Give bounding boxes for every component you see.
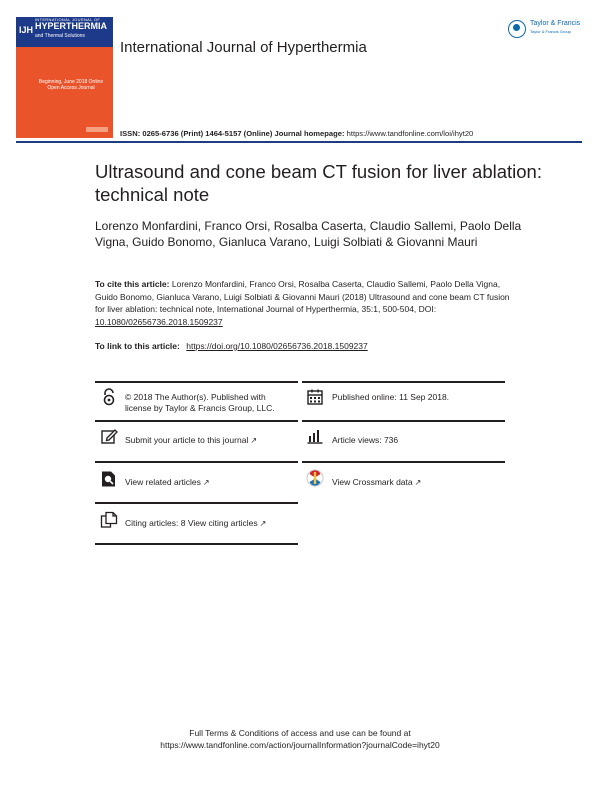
- header-divider: [16, 141, 582, 143]
- publisher-sub: Taylor & Francis Group: [530, 29, 571, 34]
- link-label: To link to this article:: [95, 341, 180, 351]
- citing-articles-link[interactable]: [125, 518, 266, 529]
- homepage-link[interactable]: https://www.tandfonline.com/loi/ihyt20: [346, 129, 474, 138]
- crossmark-link[interactable]: [332, 477, 421, 488]
- cover-title-main: HYPERTHERMIA: [35, 21, 108, 31]
- related-articles-link[interactable]: [125, 477, 210, 488]
- footer-terms-link[interactable]: https://www.tandfonline.com/action/journalInformation?journalCode=ihyt20: [160, 740, 440, 750]
- license-line-1: © 2018 The Author(s). Published with: [125, 392, 266, 402]
- info-rule-left-top: [95, 381, 298, 383]
- external-link-icon: ↗: [250, 436, 258, 445]
- license-line-2: license by Taylor & Francis Group, LLC.: [125, 403, 275, 413]
- crossmark-icon: [306, 469, 324, 487]
- submit-article-link[interactable]: [125, 435, 257, 446]
- article-doi-link[interactable]: https://doi.org/10.1080/02656736.2018.1509237: [186, 341, 368, 351]
- search-document-icon: [100, 470, 118, 488]
- journal-cover: [16, 17, 113, 138]
- calendar-icon: [306, 388, 324, 406]
- info-rule-right-top: [302, 381, 505, 383]
- crossmark-text: View Crossmark data: [332, 477, 413, 487]
- submit-article-text: Submit your article to this journal: [125, 435, 249, 445]
- info-rule-right-2: [302, 461, 505, 463]
- published-date: Published online: 11 Sep 2018.: [332, 392, 450, 402]
- cover-publisher-mark: [86, 127, 108, 132]
- journal-title[interactable]: International Journal of Hyperthermia: [120, 39, 367, 56]
- citation: [95, 278, 515, 329]
- related-articles-text: View related articles: [125, 477, 201, 487]
- external-link-icon: ↗: [259, 519, 267, 528]
- cover-top-text: INTERNATIONAL JOURNAL OF: [35, 17, 101, 22]
- open-access-icon: [100, 388, 118, 406]
- citing-articles-text: Citing articles: 8 View citing articles: [125, 518, 258, 528]
- info-rule-left-3: [95, 502, 298, 504]
- cite-label: To cite this article:: [95, 279, 170, 289]
- publisher-logo[interactable]: [508, 18, 588, 40]
- article-title: Ultrasound and cone beam CT fusion for liver ablation: technical note: [95, 161, 542, 205]
- bar-chart-icon: [306, 427, 324, 445]
- cite-doi-link[interactable]: 10.1080/02656736.2018.1509237: [95, 317, 223, 328]
- cover-title-sub: and Thermal Solutions: [35, 33, 85, 39]
- info-rule-left-4: [95, 543, 298, 545]
- info-rule-left-2: [95, 461, 298, 463]
- publisher-logo-icon: [508, 20, 526, 38]
- cover-title: [35, 22, 107, 40]
- info-rule-left-1: [95, 420, 298, 422]
- footer-line-1: Full Terms & Conditions of access and use can be found at: [189, 728, 411, 738]
- info-rule-right-1: [302, 420, 505, 422]
- cover-abbrev: IJH: [19, 25, 34, 35]
- issn-label: ISSN: 0265-6736 (Print) 1464-5157 (Online) Journal homepage:: [120, 129, 345, 138]
- article-link-line: [95, 341, 368, 351]
- cover-oa-text: Beginning, June 2018 Online Open Access Journal: [38, 79, 104, 91]
- article-views: Article views: 736: [332, 435, 399, 445]
- publisher-name: Taylor & Francis: [530, 20, 581, 27]
- license-text: [125, 392, 295, 414]
- edit-icon: [100, 427, 118, 445]
- cite-text: Lorenzo Monfardini, Franco Orsi, Rosalba Caserta, Claudio Sallemi, Paolo Della Vigna, Guido Bonomo, Gianluca Varano, Luigi Solbiati & Giovanni Mauri (2018) Ultrasound and cone beam CT fusion for liver ablation: technical note, International Journal of Hyperthermia, 35:1, 500-504, DOI:: [95, 279, 510, 315]
- external-link-icon: ↗: [414, 478, 422, 487]
- external-link-icon: ↗: [202, 478, 210, 487]
- footer: [100, 727, 500, 751]
- citing-articles-icon: [100, 511, 118, 529]
- issn-line: [120, 129, 473, 138]
- authors: Lorenzo Monfardini, Franco Orsi, Rosalba Caserta, Claudio Sallemi, Paolo Della Vigna, Guido Bonomo, Gianluca Varano, Luigi Solbiati & Giovanni Mauri: [95, 219, 522, 249]
